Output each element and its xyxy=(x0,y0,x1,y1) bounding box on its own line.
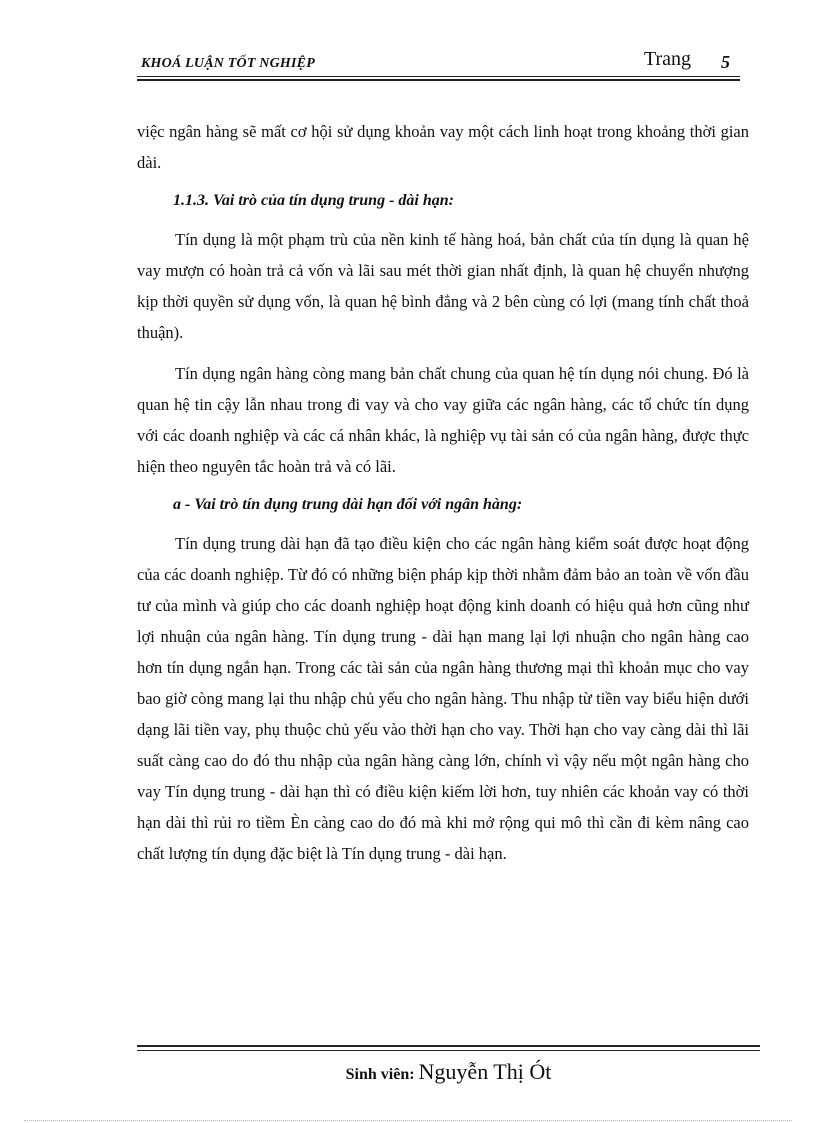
document-body xyxy=(137,116,749,869)
paragraph-credit-definition: Tín dụng là một phạm trù của nền kinh tế hàng hoá, bản chất của tín dụng là quan hệ vay mượn có hoàn trả cả vốn và lãi sau mét thời gian nhất định, là quan hệ chuyển nhượng kịp thời quyền sử dụng vốn, là quan hệ bình đẳng và 2 bên cùng có lợi (mang tính chất thoả thuận). xyxy=(137,230,749,342)
footer-separator: : xyxy=(409,1066,419,1083)
paragraph-intro: việc ngân hàng sẽ mất cơ hội sử dụng khoản vay một cách linh hoạt trong khoảng thời gian dài. xyxy=(137,122,749,172)
footer-student-name: Nguyễn Thị Ót xyxy=(418,1059,552,1084)
header-page-number: 5 xyxy=(721,52,730,72)
footer-student-line xyxy=(137,1059,760,1085)
page-footer xyxy=(137,1045,760,1095)
footer-rule-top xyxy=(137,1045,760,1047)
footer-rule-bottom xyxy=(137,1050,760,1051)
footer-student-label: Sinh viên xyxy=(345,1066,410,1083)
page-bottom-border xyxy=(24,1120,792,1121)
section-heading-1-1-3: 1.1.3. Vai trò của tín dụng trung - dài hạn: xyxy=(173,192,454,209)
header-rule-top xyxy=(137,76,740,77)
page-header xyxy=(137,44,740,80)
paragraph-bank-credit: Tín dụng ngân hàng còng mang bản chất chung của quan hệ tín dụng nói chung. Đó là quan hệ tin cậy lẫn nhau trong đi vay và cho vay giữa các ngân hàng, các tổ chức tín dụng với các doanh nghiệp và các cá nhân khác, là nghiệp vụ tài sản có của ngân hàng, được thực hiện theo nguyên tắc hoàn trả và có lãi. xyxy=(137,364,749,476)
header-title: KHOÁ LUẬN TỐT NGHIỆP xyxy=(141,56,315,71)
paragraph-role-for-banks: Tín dụng trung dài hạn đã tạo điều kiện cho các ngân hàng kiểm soát được hoạt động của các doanh nghiệp. Từ đó có những biện pháp kịp thời nhằm đảm bảo an toàn về vốn đầu tư của mình và giúp cho các doanh nghiệp hoạt động kinh doanh có hiệu quả hơn cũng như lợi nhuận của ngân hàng. Tín dụng trung - dài hạn mang lại lợi nhuận cho ngân hàng cao hơn tín dụng ngắn hạn. Trong các tài sản của ngân hàng thương mại thì khoản mục cho vay bao giờ còng mang lại thu nhập chủ yếu cho ngân hàng. Thu nhập từ tiền vay biểu hiện dưới dạng lãi tiền vay, phụ thuộc chủ yếu vào thời hạn cho vay. Thời hạn cho vay càng dài thì lãi suất càng cao do đó thu nhập của ngân hàng càng lớn, chính vì vậy nếu một ngân hàng cho vay Tín dụng trung - dài hạn thì có điều kiện kiếm lời hơn, tuy nhiên các khoản vay có thời hạn dài thì rủi ro tiềm Èn càng cao do đó mà khi mở rộng qui mô thì cần đi kèm nâng cao chất lượng tín dụng đặc biệt là Tín dụng trung - dài hạn. xyxy=(137,534,749,863)
header-page-label: Trang xyxy=(644,48,692,70)
section-heading-a: a - Vai trò tín dụng trung dài hạn đối với ngân hàng: xyxy=(173,496,523,513)
header-rule-bottom xyxy=(137,79,740,81)
